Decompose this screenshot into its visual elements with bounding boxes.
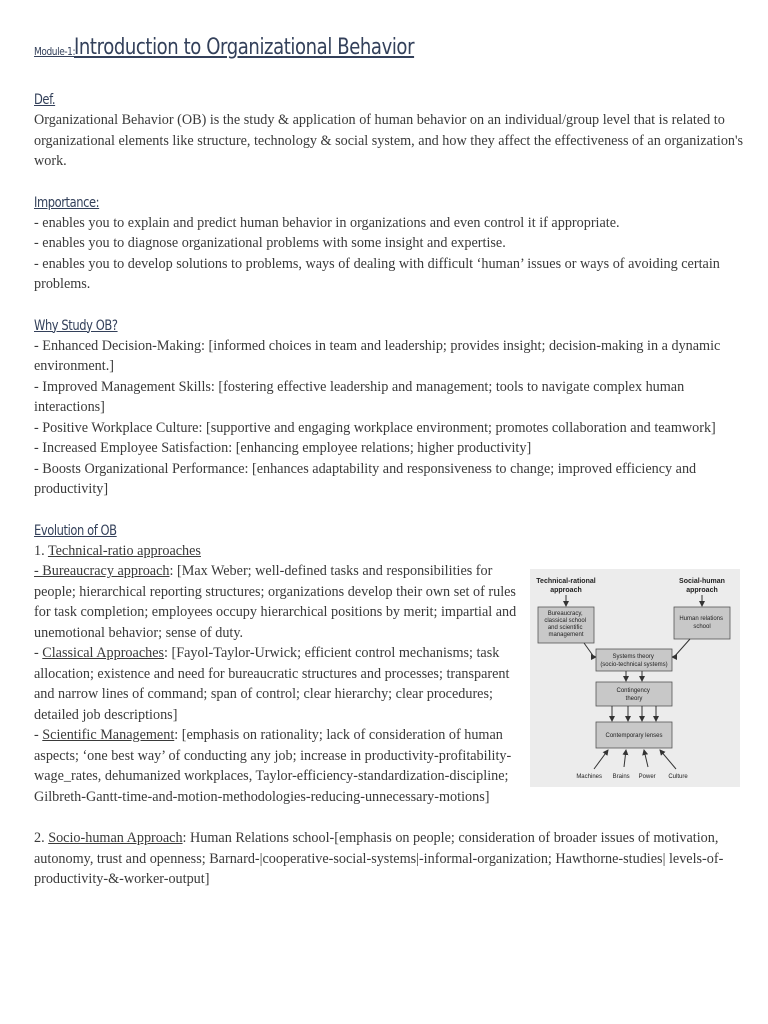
evolution-heading: Evolution of OB [34, 522, 117, 539]
page-title: Introduction to Organizational Behavior [74, 35, 415, 60]
module-prefix: Module-1: [34, 44, 76, 58]
scientific-label: Scientific Management [42, 727, 175, 743]
classical-approaches: - Classical Approaches: [Fayol-Taylor-Urwick; efficient control mechanisms; task allocation; existence and need for bureaucratic structures and processes; transparent and narrow lines of command; span of control; clear hierarchy; clear procedures; detailed job descriptions] [34, 645, 510, 723]
evolution-section [34, 541, 744, 890]
svg-text:Contingency theory: Contingency theory [616, 687, 650, 702]
definition-heading: Def. [34, 92, 56, 108]
left-header: Technical-rational approach [536, 577, 596, 594]
scientific-management: - Scientific Management: [emphasis on rationality; lack of consideration of human aspects; ‘one best way’ of conducting any job; increase in productivity-profitability-wage_rates, dehumanized workplaces, Taylor-efficiency-standardization-discipline; Gilbreth-Gantt-time-and-motion-methodologies-reducing-unnecessary-motions] [34, 727, 512, 805]
svg-text:Systems theory (soci: Systems theory (socio-technical systems) [600, 653, 668, 668]
svg-text:Contemporary lenses: Contemporary lenses [605, 732, 663, 739]
contingency-theory-box [596, 682, 672, 706]
bureaucracy-label: - Bureaucracy approach [34, 563, 170, 579]
human-relations-box [674, 607, 730, 639]
why-item: - Enhanced Decision-Making: [informed choices in team and leadership; provides insight; decision-making in a dynamic environment.] [34, 337, 721, 374]
diagram-svg [530, 569, 740, 787]
diagram-inputs: Machines Brains Power Culture [576, 773, 688, 780]
importance-item: - enables you to develop solutions to problems, ways of dealing with difficult ‘human’ issues or ways of avoiding certain problems. [34, 255, 720, 292]
importance-heading: Importance: [34, 194, 100, 211]
why-item: - Improved Management Skills: [fostering effective leadership and management; tools to navigate complex human interactions] [34, 378, 685, 415]
evolution-item-1: 1. Technical-ratio approaches [34, 542, 201, 559]
socio-human-label: Socio-human Approach [48, 830, 183, 846]
right-header: Social-human approach [679, 577, 725, 594]
module-title [34, 28, 744, 62]
classical-label: Classical Approaches [42, 645, 165, 661]
why-item: - Increased Employee Satisfaction: [enhancing employee relations; higher productivity] [34, 440, 532, 456]
bureaucracy-approach: - Bureaucracy approach: [Max Weber; well-defined tasks and responsibilities for people; hierarchical reporting structures; organizations develop their own set of rules for task completion; employees occupy hierarchical positions by merit; impartial and unemotional behavior; sense of duty. [34, 563, 517, 641]
why-study-heading: Why Study OB? [34, 317, 118, 334]
technical-ratio-label: Technical-ratio approaches [47, 542, 201, 559]
definition-text: Organizational Behavior (OB) is the study & application of human behavior on an individual/group level that is related to organizational elements like structure, technology & social system, and how they affect the effectiveness of an organization's work. [34, 112, 744, 169]
importance-item: - enables you to diagnose organizational problems with some insight and expertise. [34, 235, 506, 251]
evolution-item-2: 2. Socio-human Approach: Human Relations school-[emphasis on people; consideration of broader issues of motivation, autonomy, trust and openness; Barnard-|cooperative-social-systems|-informal-organization; Hawthorne-studies| levels-of-productivity-&-worker-output] [34, 830, 724, 887]
svg-text:Human relations scho: Human relations school [679, 615, 724, 630]
ob-evolution-diagram [530, 569, 740, 787]
svg-text:Bureaucracy, classic: Bureaucracy, classical school and scientific management [544, 610, 587, 638]
why-item: - Positive Workplace Culture: [supportive and engaging workplace environment; promotes collaboration and teamwork] [34, 419, 716, 436]
importance-item: - enables you to explain and predict human behavior in organizations and even control it if appropriate. [34, 214, 620, 231]
why-item: - Boosts Organizational Performance: [enhances adaptability and responsiveness to change; improved efficiency and productivity] [34, 460, 697, 497]
document-page [34, 28, 744, 890]
